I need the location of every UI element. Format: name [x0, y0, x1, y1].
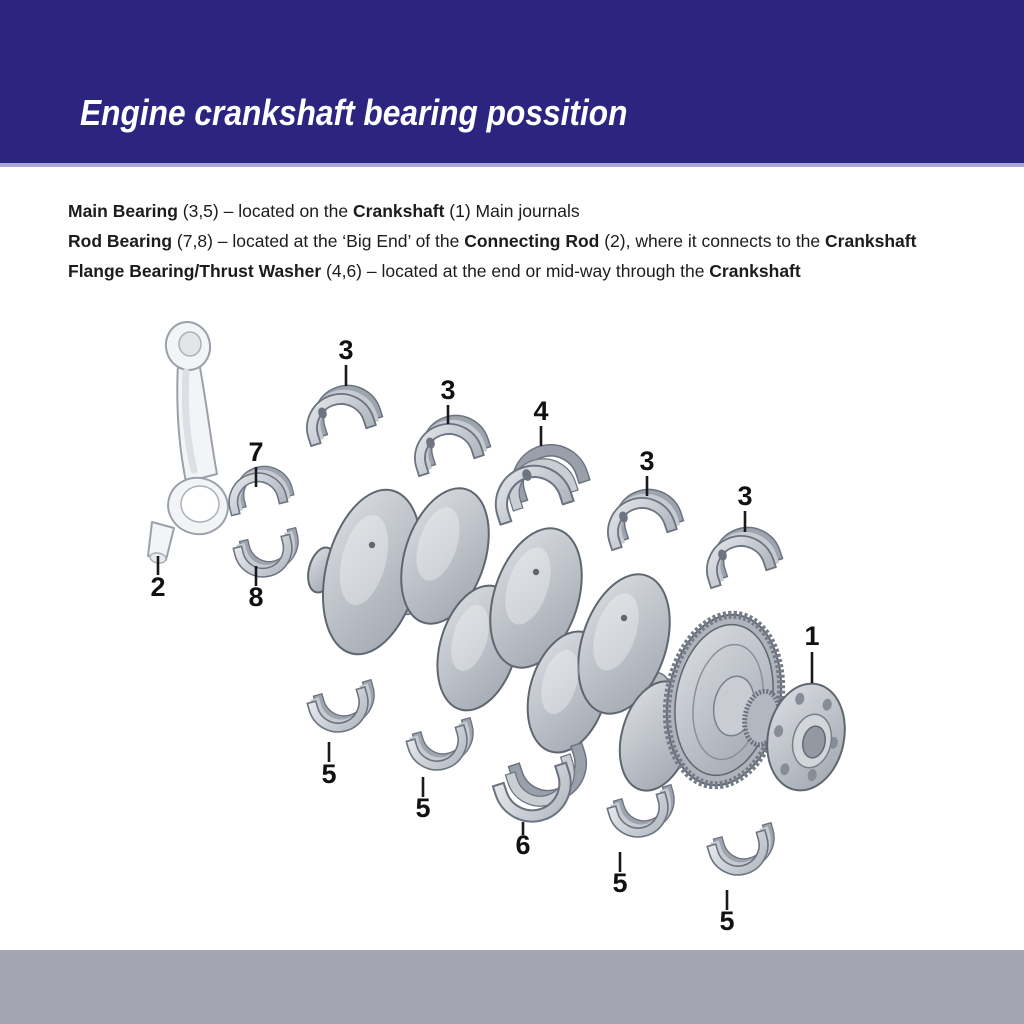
thrust-washer-lower [489, 743, 601, 832]
text-segment: Connecting Rod [464, 231, 600, 251]
thrust-washer-upper [481, 435, 594, 525]
main-bearing-shell-5a [306, 680, 383, 739]
main-bearing-shell-5b [405, 718, 482, 777]
text-segment: Rod Bearing [68, 231, 173, 251]
main-bearing-shell-3c [597, 481, 685, 550]
part-label-5b: 5 [415, 793, 431, 823]
main-bearing-shell-5c [606, 785, 683, 844]
part-label-1: 1 [804, 621, 820, 651]
text-segment: (7,8) – located at the ‘Big End’ of the [172, 231, 465, 251]
part-label-8: 8 [248, 582, 264, 612]
part-label-3a: 3 [338, 335, 354, 365]
footer-band [0, 950, 1024, 1024]
rod-bearing-shell-7 [222, 460, 295, 515]
text-segment: Flange Bearing/Thrust Washer [68, 261, 322, 281]
text-segment: Main Bearing [68, 201, 178, 221]
part-label-3d: 3 [737, 481, 753, 511]
text-segment: Crankshaft [353, 201, 445, 221]
part-label-6: 6 [515, 830, 531, 860]
text-segment: (3,5) – located on the [177, 201, 354, 221]
text-segment: (1) Main journals [444, 201, 580, 221]
part-label-5c: 5 [612, 868, 628, 898]
part-label-7: 7 [248, 437, 264, 467]
rod-bearing-shell-8 [232, 528, 305, 583]
part-label-2: 2 [150, 572, 166, 602]
part-label-3b: 3 [440, 375, 456, 405]
main-bearing-shell-3a [296, 377, 384, 446]
main-bearing-shell-3d [696, 519, 784, 588]
text-segment: Crankshaft [825, 231, 917, 251]
page-title: Engine crankshaft bearing possition [80, 92, 628, 133]
connecting-rod [148, 318, 234, 564]
text-segment: (4,6) – located at the end or mid-way through the [321, 261, 710, 281]
text-segment: (2), where it connects to the [599, 231, 826, 251]
part-label-5a: 5 [321, 759, 337, 789]
main-bearing-shell-5d [706, 823, 783, 882]
part-label-4: 4 [533, 396, 549, 426]
part-label-5d: 5 [719, 906, 735, 936]
part-label-3c: 3 [639, 446, 655, 476]
text-segment: Crankshaft [709, 261, 801, 281]
